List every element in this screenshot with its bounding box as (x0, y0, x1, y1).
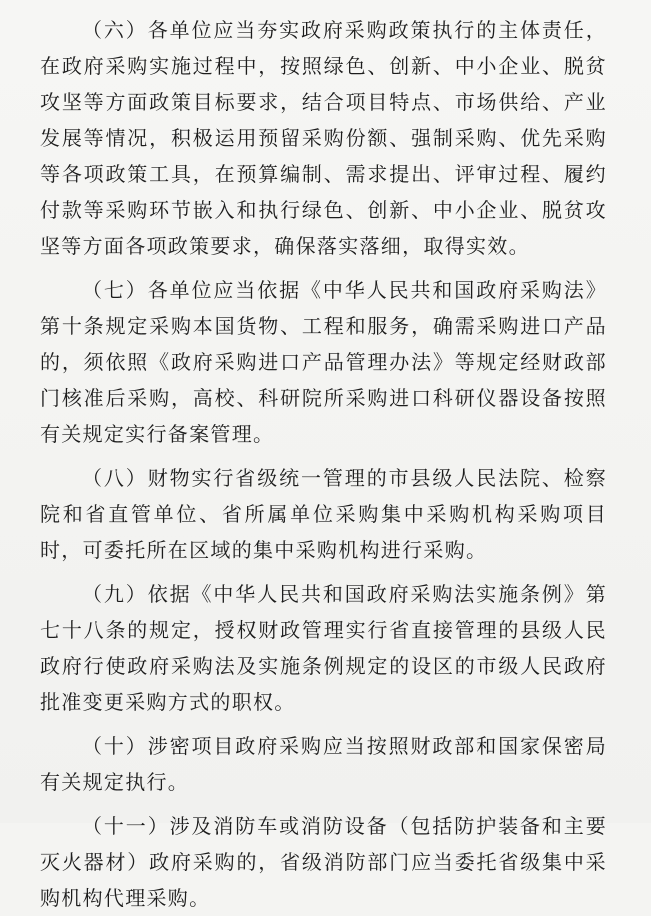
paragraph-8: （八）财物实行省级统一管理的市县级人民法院、检察院和省直管单位、省所属单位采购集中采购机构采购项目时，可委托所在区域的集中采购机构进行采购。 (40, 466, 607, 562)
paragraph-10: （十）涉密项目政府采购应当按照财政部和国家保密局有关规定执行。 (40, 734, 607, 794)
paragraph-7: （七）各单位应当依据《中华人民共和国政府采购法》第十条规定采购本国货物、工程和服务，确需采购进口产品的，须依照《政府采购进口产品管理办法》等规定经财政部门核准后采购，高校、科研院所采购进口科研仪器设备按照有关规定实行备案管理。 (40, 278, 607, 446)
paragraph-6: （六）各单位应当夯实政府采购政策执行的主体责任，在政府采购实施过程中，按照绿色、创新、中小企业、脱贫攻坚等方面政策目标要求，结合项目特点、市场供给、产业发展等情况，积极运用预留采购份额、强制采购、优先采购等各项政策工具，在预算编制、需求提出、评审过程、履约付款等采购环节嵌入和执行绿色、创新、中小企业、脱贫攻坚等方面各项政策要求，确保落实落细，取得实效。 (40, 18, 607, 258)
paragraph-9: （九）依据《中华人民共和国政府采购法实施条例》第七十八条的规定，授权财政管理实行省直接管理的县级人民政府行使政府采购法及实施条例规定的设区的市级人民政府批准变更采购方式的职权。 (40, 582, 607, 714)
paragraph-11: （十一）涉及消防车或消防设备（包括防护装备和主要灭火器材）政府采购的，省级消防部门应当委托省级集中采购机构代理采购。 (40, 814, 607, 910)
